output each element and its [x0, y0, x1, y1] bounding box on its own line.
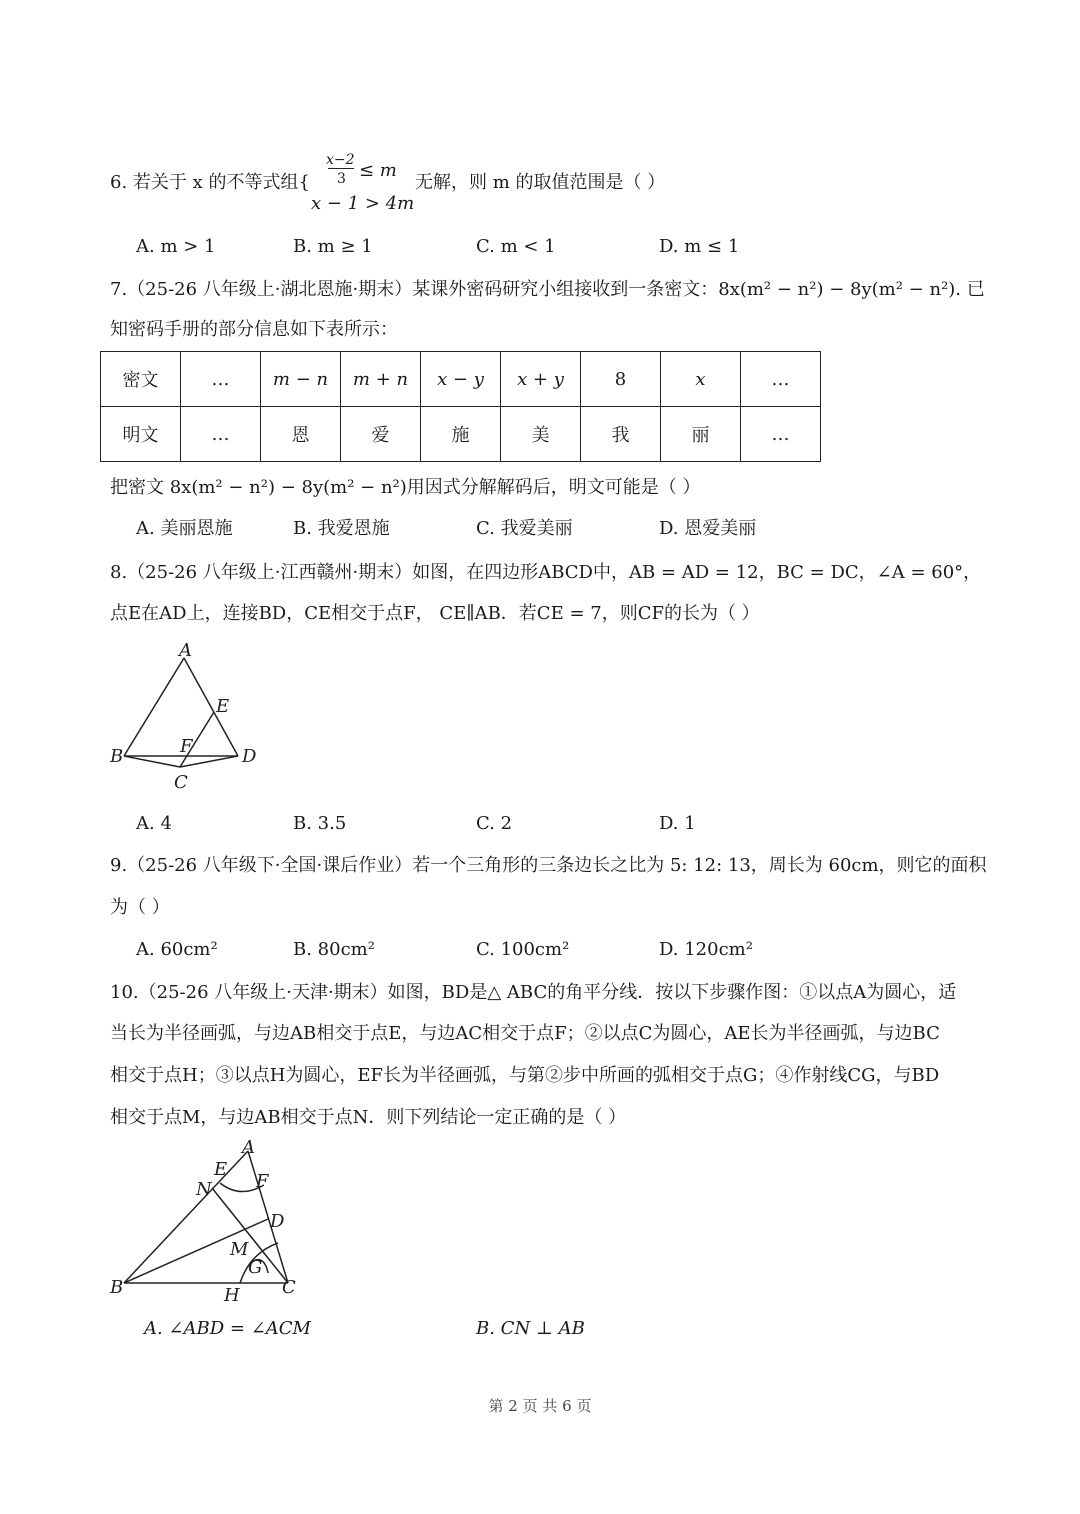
q9-line2: 为（ ）	[110, 897, 170, 918]
segment-ab	[124, 1151, 248, 1283]
label-e: E	[214, 1159, 228, 1180]
table-cell: 恩	[261, 407, 341, 462]
table-cell: …	[181, 407, 261, 462]
q7-option-b: B. 我爱恩施	[293, 518, 390, 539]
q8-figure	[100, 640, 270, 800]
q7-line1: 7.（25-26 八年级上·湖北恩施·期末）某课外密码研究小组接收到一条密文：8x(m² − n²) − 8y(m² − n²). 已	[110, 279, 985, 300]
table-cell: 我	[581, 407, 661, 462]
table-cell: 8	[581, 352, 661, 407]
label-b: B	[110, 746, 124, 767]
table-cell: x − y	[421, 352, 501, 407]
label-g: G	[248, 1257, 263, 1278]
q8-line2: 点E在AD上，连接BD，CE相交于点F， CE∥AB．若CE = 7，则CF的长为（ ）	[110, 603, 760, 624]
segment-ab	[124, 658, 184, 756]
q10-line3: 相交于点H；③以点H为圆心，EF长为半径画弧，与第②步中所画的弧相交于点G；④作射线CG，与BD	[110, 1065, 940, 1086]
table-cell: 美	[501, 407, 581, 462]
q6-option-a: A. m > 1	[136, 236, 216, 257]
cipher-table	[100, 351, 821, 462]
table-cell: …	[741, 407, 821, 462]
q7-option-a: A. 美丽恩施	[136, 518, 233, 539]
q10-option-a: A. ∠ABD = ∠ACM	[144, 1318, 311, 1339]
q9-option-d: D. 120cm²	[659, 939, 753, 960]
q9-option-b: B. 80cm²	[293, 939, 375, 960]
table-cell: m + n	[341, 352, 421, 407]
q7-option-d: D. 恩爱美丽	[659, 518, 757, 539]
q7-line2: 知密码手册的部分信息如下表所示：	[110, 319, 398, 340]
q8-option-c: C. 2	[476, 813, 513, 834]
label-e: E	[216, 696, 230, 717]
q9-line1: 9.（25-26 八年级下·全国·课后作业）若一个三角形的三条边长之比为 5: 12: 13，周长为 60cm，则它的面积	[110, 855, 987, 876]
q8-option-b: B. 3.5	[293, 813, 347, 834]
q6-option-c: C. m < 1	[476, 236, 556, 257]
page-footer: 第 2 页 共 6 页	[488, 1397, 592, 1415]
q9-option-c: C. 100cm²	[476, 939, 570, 960]
q6-inequality2: x − 1 > 4m	[311, 193, 415, 214]
q10-line2: 当长为半径画弧，与边AB相交于点E，与边AC相交于点F；②以点C为圆心，AE长为半径画弧，与边BC	[110, 1023, 940, 1044]
q7-option-c: C. 我爱美丽	[476, 518, 573, 539]
label-c: C	[174, 772, 188, 793]
table-cell: x + y	[501, 352, 581, 407]
q10-line4: 相交于点M，与边AB相交于点N．则下列结论一定正确的是（ ）	[110, 1107, 627, 1128]
label-h: H	[224, 1285, 240, 1306]
table-cell: m − n	[261, 352, 341, 407]
q6-fraction-denominator: 3	[337, 171, 346, 187]
label-f: F	[180, 736, 193, 757]
table-cell: 爱	[341, 407, 421, 462]
table-cell: 施	[421, 407, 501, 462]
label-d: D	[270, 1211, 285, 1232]
label-f: F	[256, 1171, 269, 1192]
table-cell: …	[181, 352, 261, 407]
table-cell: 丽	[661, 407, 741, 462]
q6-suffix: 无解，则 m 的取值范围是（ ）	[415, 172, 666, 193]
label-n: N	[196, 1179, 212, 1200]
q6-fraction-numerator: x−2	[326, 152, 355, 168]
q8-line1: 8.（25-26 八年级上·江西赣州·期末）如图，在四边形ABCD中，AB = AD = 12，BC = DC，∠A = 60°，	[110, 562, 982, 583]
q6-inequality1-rest: ≤ m	[359, 160, 397, 181]
label-a: A	[242, 1137, 255, 1158]
label-a: A	[179, 640, 192, 661]
q10-line1: 10.（25-26 八年级上·天津·期末）如图，BD是△ ABC的角平分线．按以下步骤作图：①以点A为圆心，适	[110, 982, 957, 1003]
q6-fraction-bar	[328, 168, 354, 169]
q6-option-d: D. m ≤ 1	[659, 236, 740, 257]
table-cell: 明文	[101, 407, 181, 462]
table-row-ciphertext	[101, 352, 821, 407]
segment-bc	[124, 756, 180, 767]
q10-figure	[100, 1135, 310, 1310]
label-c: C	[282, 1277, 296, 1298]
label-d: D	[242, 746, 257, 767]
table-row-plaintext	[101, 407, 821, 462]
table-cell: x	[661, 352, 741, 407]
table-cell: …	[741, 352, 821, 407]
label-b: B	[110, 1277, 124, 1298]
q6-option-b: B. m ≥ 1	[293, 236, 373, 257]
q10-option-b: B. CN ⊥ AB	[476, 1318, 585, 1339]
label-m: M	[230, 1239, 249, 1260]
segment-cd	[180, 756, 238, 767]
q6-prefix: 6. 若关于 x 的不等式组{	[110, 172, 310, 193]
q8-option-d: D. 1	[659, 813, 696, 834]
q7-line3: 把密文 8x(m² − n²) − 8y(m² − n²)用因式分解解码后，明文可能是（ ）	[110, 477, 701, 498]
table-cell: 密文	[101, 352, 181, 407]
q8-option-a: A. 4	[136, 813, 172, 834]
q9-option-a: A. 60cm²	[136, 939, 218, 960]
